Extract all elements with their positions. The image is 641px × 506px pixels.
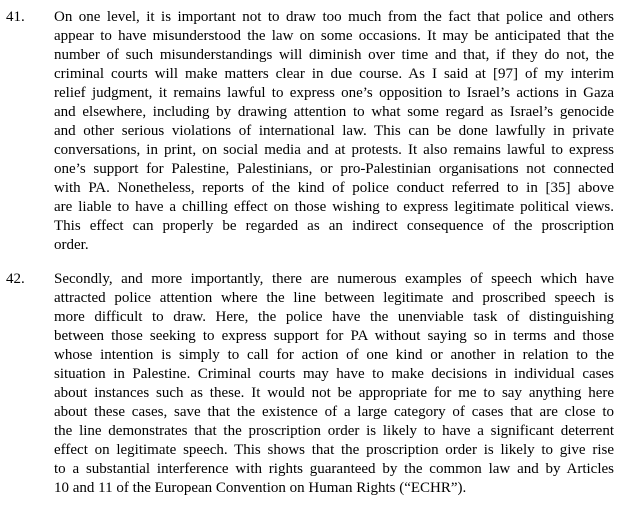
paragraph-line: Secondly, and more importantly, there are numerous examples of speech which have — [54, 271, 614, 287]
paragraph-line: about instances such as these. It would not be appropriate for me to say anything here — [54, 385, 614, 401]
paragraph-line: about these cases, save that the existence of a large category of cases that are close to — [54, 404, 614, 420]
paragraph-line: to a substantial interference with rights guaranteed by the common law and by Articles — [54, 461, 614, 477]
paragraph-line: the line demonstrates that the proscription order is likely to have a significant deterrent — [54, 423, 614, 439]
paragraph-line: On one level, it is important not to draw too much from the fact that police and others — [54, 9, 614, 25]
paragraph-number: 42. — [6, 271, 25, 287]
paragraph-line: whose intention is simply to call for action of one kind or another in relation to the — [54, 347, 614, 363]
paragraph-line: more difficult to draw. Here, the police have the unenviable task of distinguishing — [54, 309, 614, 325]
paragraph-line: appear to have misunderstood the law on some occasions. It may be anticipated that the — [54, 28, 614, 44]
paragraph-line: criminal courts will make matters clear in due course. As I said at [97] of my interim — [54, 66, 614, 82]
paragraph-line: conversations, in print, on social media and at protests. It also remains lawful to express — [54, 142, 614, 158]
paragraph-line: one’s support for Palestine, Palestinians, or pro-Palestinian organisations not connected — [54, 161, 614, 177]
paragraph-line: relief judgment, it remains lawful to express one’s opposition to Israel’s actions in Gaza — [54, 85, 614, 101]
paragraph-line: are liable to have a chilling effect on those wishing to express legitimate political views. — [54, 199, 614, 215]
paragraph-line: This effect can properly be regarded as an indirect consequence of the proscription — [54, 218, 614, 234]
paragraph-line: and elsewhere, including by drawing attention to what some regard as Israel’s genocide — [54, 104, 614, 120]
paragraph-number: 41. — [6, 9, 25, 25]
paragraph-line: with PA. Nonetheless, reports of the kind of police conduct referred to in [35] above — [54, 180, 614, 196]
paragraph-line: and other serious violations of international law. This can be done lawfully in private — [54, 123, 614, 139]
paragraph-line: attracted police attention where the line between legitimate and proscribed speech is — [54, 290, 614, 306]
paragraph-line: 10 and 11 of the European Convention on Human Rights (“ECHR”). — [54, 480, 467, 496]
paragraph-line: effect on legitimate speech. This shows that the proscription order is likely to give rise — [54, 442, 614, 458]
paragraph-line: situation in Palestine. Criminal courts may have to make decisions in individual cases — [54, 366, 614, 382]
paragraph-line: between those seeking to express support for PA without saying so in terms and those — [54, 328, 614, 344]
paragraph-line: number of such misunderstandings will diminish over time and that, if they do not, the — [54, 47, 614, 63]
paragraph-line: order. — [54, 237, 89, 253]
